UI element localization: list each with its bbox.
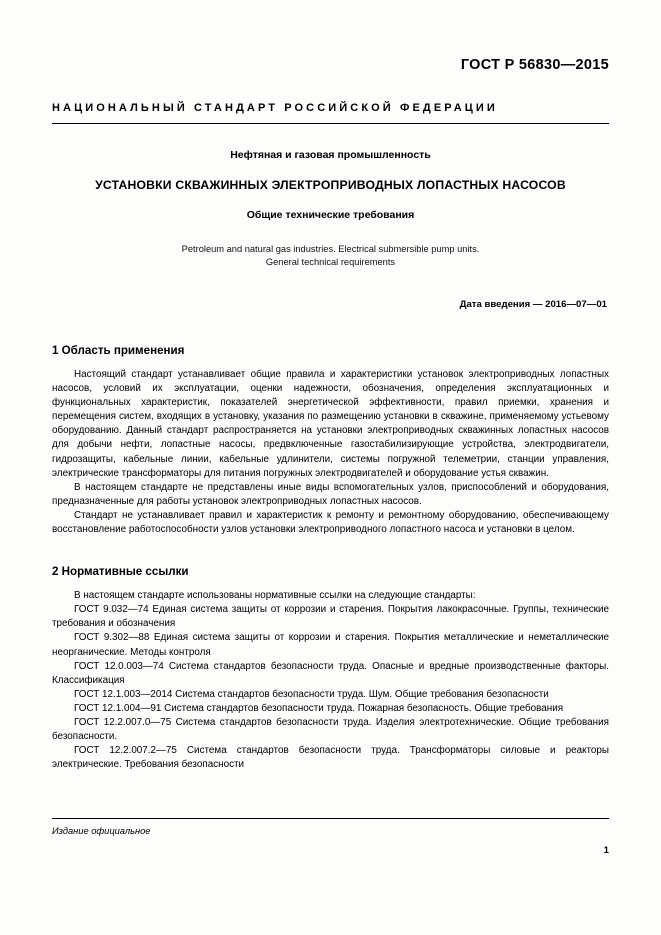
page-title: УСТАНОВКИ СКВАЖИННЫХ ЭЛЕКТРОПРИВОДНЫХ ЛОПАСТНЫХ НАСОСОВ (95, 178, 566, 192)
page-number: 1 (603, 845, 609, 856)
title-industry: Нефтяная и газовая промышленность (230, 149, 431, 161)
reference-item-6: ГОСТ 12.2.007.0—75 Система стандартов безопасности труда. Изделия электротехнические. Общие требования безопасности. (52, 716, 609, 743)
section-scope (52, 344, 609, 537)
footer-divider (52, 818, 609, 819)
section-scope-paragraph-3: Стандарт не устанавливает правил и характеристик к ремонту и ремонтному оборудованию, обеспечивающему восстановление работоспособности узлов установки электроприводного лопастного насоса и установки в целом. (52, 509, 609, 536)
reference-item-3: ГОСТ 12.0.003—74 Система стандартов безопасности труда. Опасные и вредные производственные факторы. Классификация (52, 660, 609, 686)
edition-label: Издание официальное (52, 826, 151, 836)
section-references-paragraph-1: В настоящем стандарте использованы нормативные ссылки на следующие стандарты: (74, 590, 476, 602)
page-footer (52, 818, 609, 856)
title-english-line1: Petroleum and natural gas industries. Electrical submersible pump units. (181, 244, 480, 254)
title-english-line2: General technical requirements (265, 257, 396, 267)
document-code: ГОСТ Р 56830—2015 (460, 57, 609, 73)
section-scope-heading: 1 Область применения (52, 344, 185, 357)
reference-item-1: ГОСТ 9.032—74 Единая система защиты от коррозии и старения. Покрытия лакокрасочные. Группы, технические требования и обозначения (52, 604, 609, 630)
section-references-heading: 2 Нормативные ссылки (52, 565, 189, 579)
section-references (52, 565, 609, 772)
introduction-date: Дата введения — 2016—07—01 (459, 299, 607, 310)
national-standard-heading: НАЦИОНАЛЬНЫЙ СТАНДАРТ РОССИЙСКОЙ ФЕДЕРАЦИИ (52, 102, 498, 114)
reference-item-2: ГОСТ 9.302—88 Единая система защиты от коррозии и старения. Покрытия металлические и неметаллические неорганические. Методы контроля (52, 632, 609, 658)
reference-item-7: ГОСТ 12.2.007.2—75 Система стандартов безопасности труда. Трансформаторы силовые и реакторы электрические. Требования безопасности (52, 745, 609, 771)
page-content (52, 0, 609, 772)
section-scope-paragraph-1: Настоящий стандарт устанавливает общие правила и характеристики установок электроприводных лопастных насосов, условий их эксплуатации, оценки надежности, обозначения, определения эксплуатационных и функциональных характеристик, показателей энергетической эффективности, правил приемки, хранения и перемещения систем, входящих в установку, указания по размещению установки в скважине, применяемому устьевому оборудованию. Данный стандарт распространяется на установки электроприводных скважинных лопастных насосов для добычи нефти, лопастные насосы, предвключенные газостабилизирующие устройства, электродвигатели, гидрозащиты, кабельные линии, кабельные удлинители, системы погружной телеметрии, станции управления, электрические трансформаторы для питания погружных электродвигателей и оборудование устья скважин. (52, 369, 609, 479)
title-block (52, 149, 609, 269)
title-english (52, 243, 609, 269)
title-subtitle: Общие технические требования (246, 209, 415, 221)
reference-item-4: ГОСТ 12.1.003—2014 Система стандартов безопасности труда. Шум. Общие требования безопасности (74, 688, 549, 700)
header-divider (52, 123, 609, 124)
reference-item-5: ГОСТ 12.1.004—91 Система стандартов безопасности труда. Пожарная безопасность. Общие требования (74, 702, 564, 714)
section-scope-paragraph-2: В настоящем стандарте не представлены иные виды вспомогательных узлов, приспособлений и оборудования, предназначенные для работы установок электроприводных лопастных насосов. (52, 481, 609, 507)
